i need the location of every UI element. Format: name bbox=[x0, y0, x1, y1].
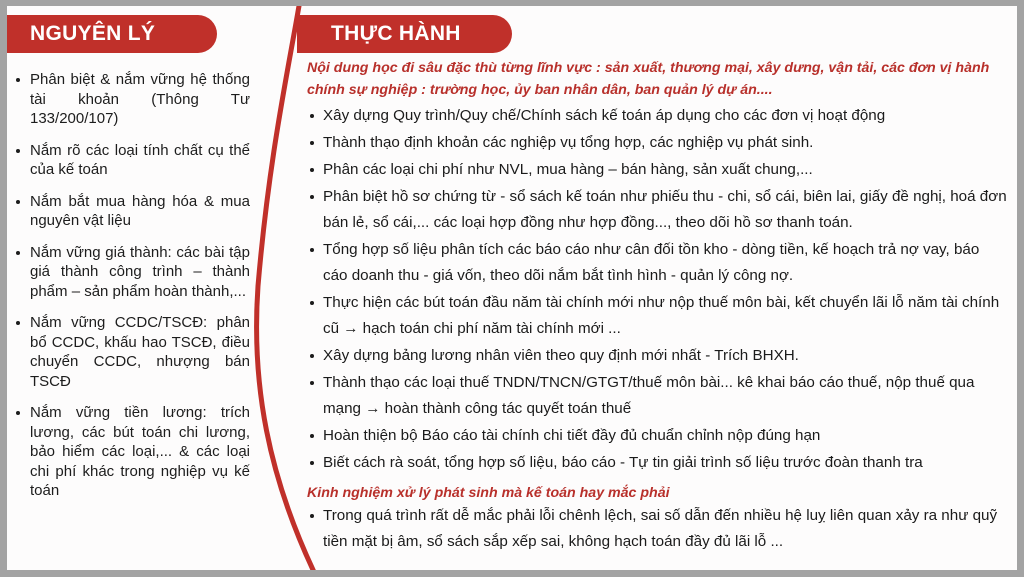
list-item: Thực hiện các bút toán đầu năm tài chính mới như nộp thuế môn bài, kết chuyển lãi lỗ năm tài chính cũ → hạch toán chi phí năm tài chính mới ... bbox=[307, 290, 1007, 342]
list-item: Nắm rõ các loại tính chất cụ thể của kế toán bbox=[7, 141, 250, 180]
principles-list bbox=[7, 70, 250, 513]
list-item: Xây dựng bảng lương nhân viên theo quy định mới nhất - Trích BHXH. bbox=[307, 343, 1007, 369]
list-item: Trong quá trình rất dễ mắc phải lỗi chênh lệch, sai số dẫn đến nhiều hệ luỵ liên quan xảy ra như quỹ tiền mặt bị âm, sổ sách sắp xếp sai, không hạch toán đầy đủ lãi lỗ ... bbox=[307, 503, 1007, 555]
slide-card bbox=[7, 6, 1017, 570]
section-title-left: NGUYÊN LÝ bbox=[30, 22, 156, 45]
practice-list bbox=[307, 103, 1007, 476]
experience-heading: Kinh nghiệm xử lý phát sinh mà kế toán hay mắc phải bbox=[307, 485, 670, 501]
list-item: Nắm vững CCDC/TSCĐ: phân bổ CCDC, khấu hao TSCĐ, điều chuyển CCDC, nhượng bán TSCĐ bbox=[7, 313, 250, 391]
list-item: Thành thạo các loại thuế TNDN/TNCN/GTGT/thuế môn bài... kê khai báo cáo thuế, nộp thuế qua mạng → hoàn thành công tác quyết toán thuế bbox=[307, 370, 1007, 422]
list-item: Tổng hợp số liệu phân tích các báo cáo như cân đối tồn kho - dòng tiền, kế hoạch trả nợ vay, báo cáo doanh thu - giá vốn, theo dõi nắm bắt tình hình - quản lý công nợ. bbox=[307, 237, 1007, 289]
list-item: Phân các loại chi phí như NVL, mua hàng – bán hàng, sản xuất chung,... bbox=[307, 157, 1007, 183]
list-item: Thành thạo định khoản các nghiệp vụ tổng hợp, các nghiệp vụ phát sinh. bbox=[307, 130, 1007, 156]
section-header-thuc-hanh bbox=[297, 15, 512, 53]
section-title-right: THỰC HÀNH bbox=[331, 22, 461, 45]
list-item: Xây dựng Quy trình/Quy chế/Chính sách kế toán áp dụng cho các đơn vị hoạt động bbox=[307, 103, 1007, 129]
list-item: Phân biệt hồ sơ chứng từ - sổ sách kế toán như phiếu thu - chi, sổ cái, biên lai, giấy đề nghị, hoá đơn bán lẻ, sổ cái,... các loại hợp đồng như hợp đồng..., theo dõi hồ sơ thanh toán. bbox=[307, 184, 1007, 236]
practice-intro: Nội dung học đi sâu đặc thù từng lĩnh vực : sản xuất, thương mại, xây dưng, vận tải, các đơn vị hành chính sự nghiệp : trường học, ủy ban nhân dân, ban quản lý dự án.... bbox=[307, 60, 990, 98]
practice-column bbox=[307, 57, 1007, 556]
list-item: Hoàn thiện bộ Báo cáo tài chính chi tiết đầy đủ chuẩn chỉnh nộp đúng hạn bbox=[307, 423, 1007, 449]
list-item: Nắm bắt mua hàng hóa & mua nguyên vật liệu bbox=[7, 192, 250, 231]
list-item: Phân biệt & nắm vững hệ thống tài khoản (Thông Tư 133/200/107) bbox=[7, 70, 250, 129]
list-item: Nắm vững tiền lương: trích lương, các bút toán chi lương, bảo hiểm các loại,... & các loại chi phí khác trong nghiệp vụ kế toán bbox=[7, 403, 250, 501]
experience-list bbox=[307, 503, 1007, 555]
section-header-nguyen-ly bbox=[7, 15, 217, 53]
list-item: Nắm vững giá thành: các bài tập giá thành công trình – thành phẩm – sản phẩm hoàn thành,... bbox=[7, 243, 250, 302]
list-item: Biết cách rà soát, tổng hợp số liệu, báo cáo - Tự tin giải trình số liệu trước đoàn thanh tra bbox=[307, 450, 1007, 476]
